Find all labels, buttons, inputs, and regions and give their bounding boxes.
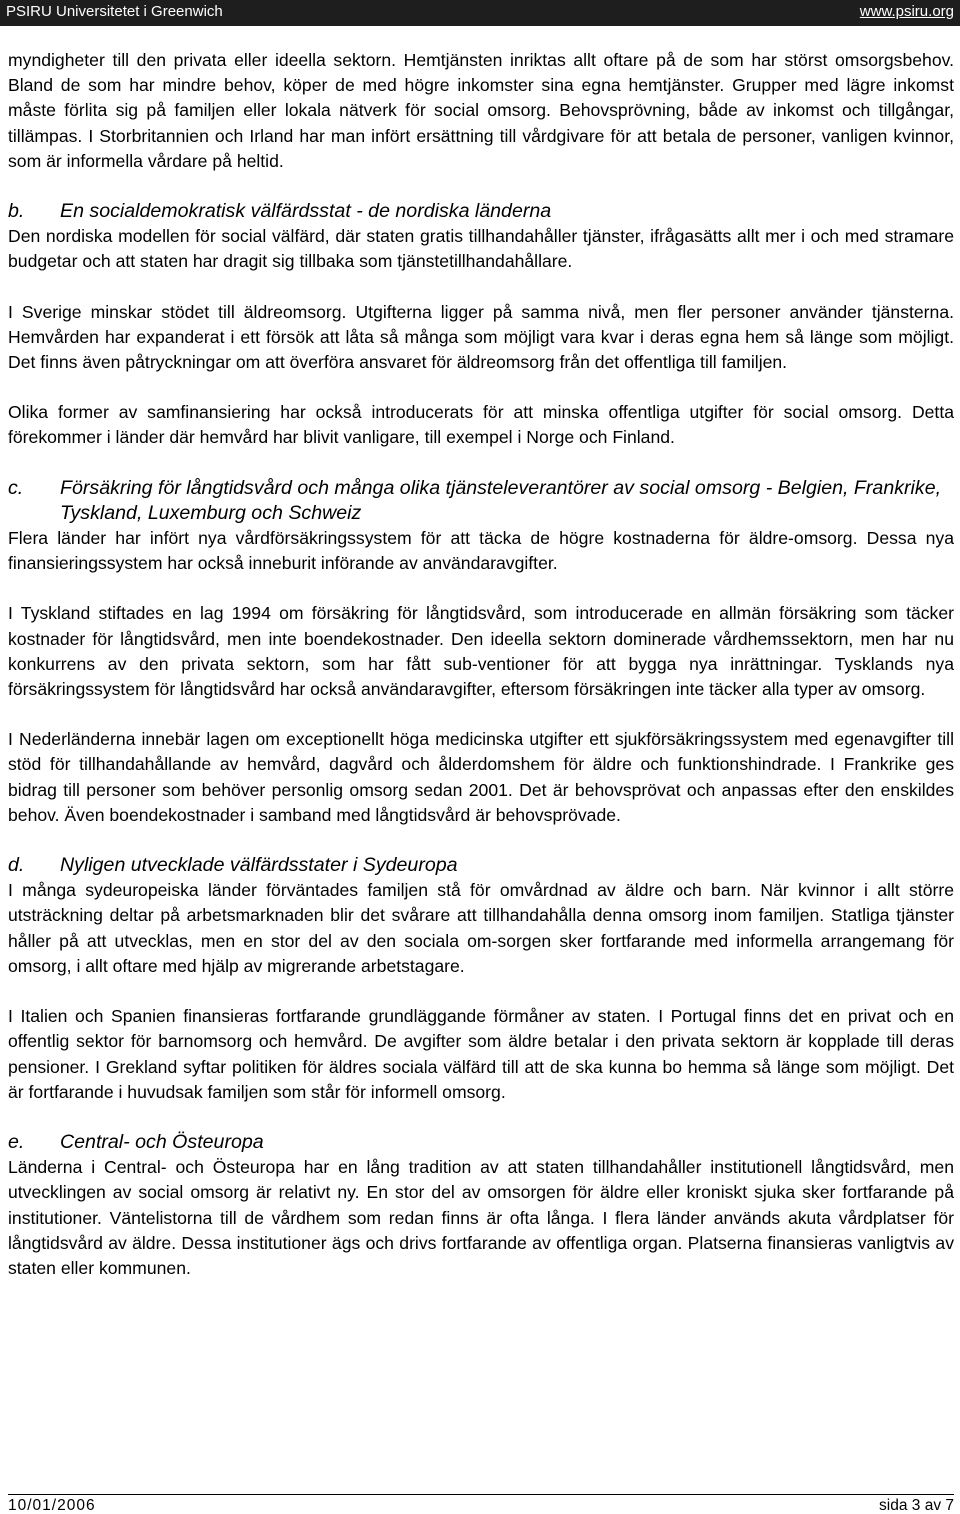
paragraph-central-east-europe: Länderna i Central- och Östeuropa har en lång tradition av att staten tillhandahåller institutionell långtidsvård, men utvecklingen av social omsorg är relativt ny. En stor del av omsorgen för äldre eller kroniskt sjuka sker fortfarande på institutioner. Väntelistorna till de vårdhem som redan finns är ofta långa. I flera länder används akuta vårdplatser för långtidsvård av äldre. Dessa institutioner ägs och drivs fortfarande av offentliga organ. Platserna finansieras vanligtvis av staten eller kommunen. bbox=[8, 1157, 954, 1278]
document-body bbox=[8, 48, 954, 1281]
section-heading-c bbox=[8, 476, 954, 526]
paragraph-cofinancing: Olika former av samfinansiering har också introducerats för att minska offentliga utgifter för social omsorg. Detta förekommer i länder där hemvård har blivit vanligare, till exempel i Norge och Finland. bbox=[8, 402, 954, 448]
paragraph-intro: myndigheter till den privata eller ideella sektorn. Hemtjänsten inriktas allt oftare på de som har störst omsorgsbehov. Bland de som har mindre behov, köper de med högre inkomster sina egna hemtjänster. Grupper med lägre inkomst måste förlita sig på familjen eller lokala nätverk för social omsorg. Behovsprövning, både av inkomst och tillgångar, tillämpas. I Storbritannien och Irland har man infört ersättning till vårdgivare för att betala de personer, vanligen kvinnor, som är informella vårdare på heltid. bbox=[8, 50, 954, 171]
section-letter-e: e. bbox=[8, 1130, 25, 1153]
paragraph-nordic-model: Den nordiska modellen för social välfärd, där staten gratis tillhandahåller tjänster, ifrågasätts allt mer i och med stramare budgetar och att staten har dragit sig tillbaka som tjänstetillhandahållare. bbox=[8, 226, 954, 272]
section-title-c: Försäkring för långtidsvård och många olika tjänsteleverantörer av social omsorg - Belgien, Frankrike, Tyskland, Luxemburg och Schweiz bbox=[60, 476, 942, 524]
page-header bbox=[0, 0, 960, 26]
paragraph-south-europe: I många sydeuropeiska länder förväntades familjen stå för omvårdnad av äldre och barn. När kvinnor i allt större utsträckning deltar på arbetsmarknaden blir det svårare att tillhandahålla denna omsorg inom familjen. Statliga tjänster håller på att utvecklas, men en stor del av den sociala om-sorgen sker fortfarande med informella arrangemang för omsorg, i allt oftare med hjälp av migrerande arbetstagare. bbox=[8, 880, 954, 976]
section-letter-d: d. bbox=[8, 854, 25, 877]
paragraph-sweden: I Sverige minskar stödet till äldreomsorg. Utgifterna ligger på samma nivå, men fler personer använder tjänsterna. Hemvården har expanderat i ett försök att låta så många som möjligt vara kvar i deras egna hem så länge som möjligt. Det finns även påtryckningar om att överföra ansvaret för äldreomsorg från det offentliga till familjen. bbox=[8, 301, 954, 373]
header-website-link[interactable]: www.psiru.org bbox=[859, 3, 954, 20]
section-heading-e bbox=[8, 1130, 954, 1155]
paragraph-germany: I Tyskland stiftades en lag 1994 om försäkring för långtidsvård, som introducerade en allmän försäkring som täcker kostnader för långtidsvård, men inte boendekostnader. Den ideella sektorn dominerade vårdhemssektorn, men har nu konkurrens av den privata sektorn, som har fått sub-ventioner för att bygga nya inrättningar. Tysklands nya försäkringssystem för långtidsvård har också användaravgifter, eftersom försäkringen inte täcker alla typer av omsorg. bbox=[8, 603, 954, 700]
section-title-e: Central- och Östeuropa bbox=[60, 1130, 264, 1153]
footer-page-number: sida 3 av 7 bbox=[879, 1497, 954, 1514]
page-footer bbox=[8, 1494, 954, 1514]
section-title-d: Nyligen utvecklade välfärdsstater i Sydeuropa bbox=[60, 854, 458, 877]
footer-date: 10/01/2006 bbox=[8, 1497, 96, 1514]
section-heading-b bbox=[8, 199, 954, 224]
paragraph-insurance: Flera länder har infört nya vårdförsäkringssystem för att täcka de högre kostnaderna för äldre-omsorg. Dessa nya finansieringssystem har också inneburit införande av användaravgifter. bbox=[8, 528, 954, 574]
section-letter-c: c. bbox=[8, 476, 24, 499]
header-publisher: PSIRU Universitetet i Greenwich bbox=[6, 3, 223, 20]
paragraph-italy-spain: I Italien och Spanien finansieras fortfarande grundläggande förmåner av staten. I Portugal finns det en privat och en offentlig sektor för barnomsorg och hemvård. De avgifter som äldre betalar i den privata sektorn är kopplade till deras pensioner. I Grekland syftar politiken för äldres sociala välfärd till att de ska kunna bo hemma så länge som möjligt. Det är fortfarande i huvudsak familjen som står för informell omsorg. bbox=[8, 1006, 954, 1102]
section-heading-d bbox=[8, 853, 954, 878]
section-letter-b: b. bbox=[8, 200, 25, 223]
section-title-b: En socialdemokratisk välfärdsstat - de nordiska länderna bbox=[60, 200, 552, 223]
paragraph-netherlands: I Nederländerna innebär lagen om exceptionellt höga medicinska utgifter ett sjukförsäkringssystem med egenavgifter till stöd för tillhandahållande av hemvård, dagvård och ålderdomshem för äldre och funktionshindrade. I Frankrike ges bidrag till personer som behöver personlig omsorg sedan 2001. Det är behovsprövat och anpassas efter den enskildes behov. Även boendekostnader i samband med långtidsvård är behovsprövade. bbox=[8, 729, 954, 825]
